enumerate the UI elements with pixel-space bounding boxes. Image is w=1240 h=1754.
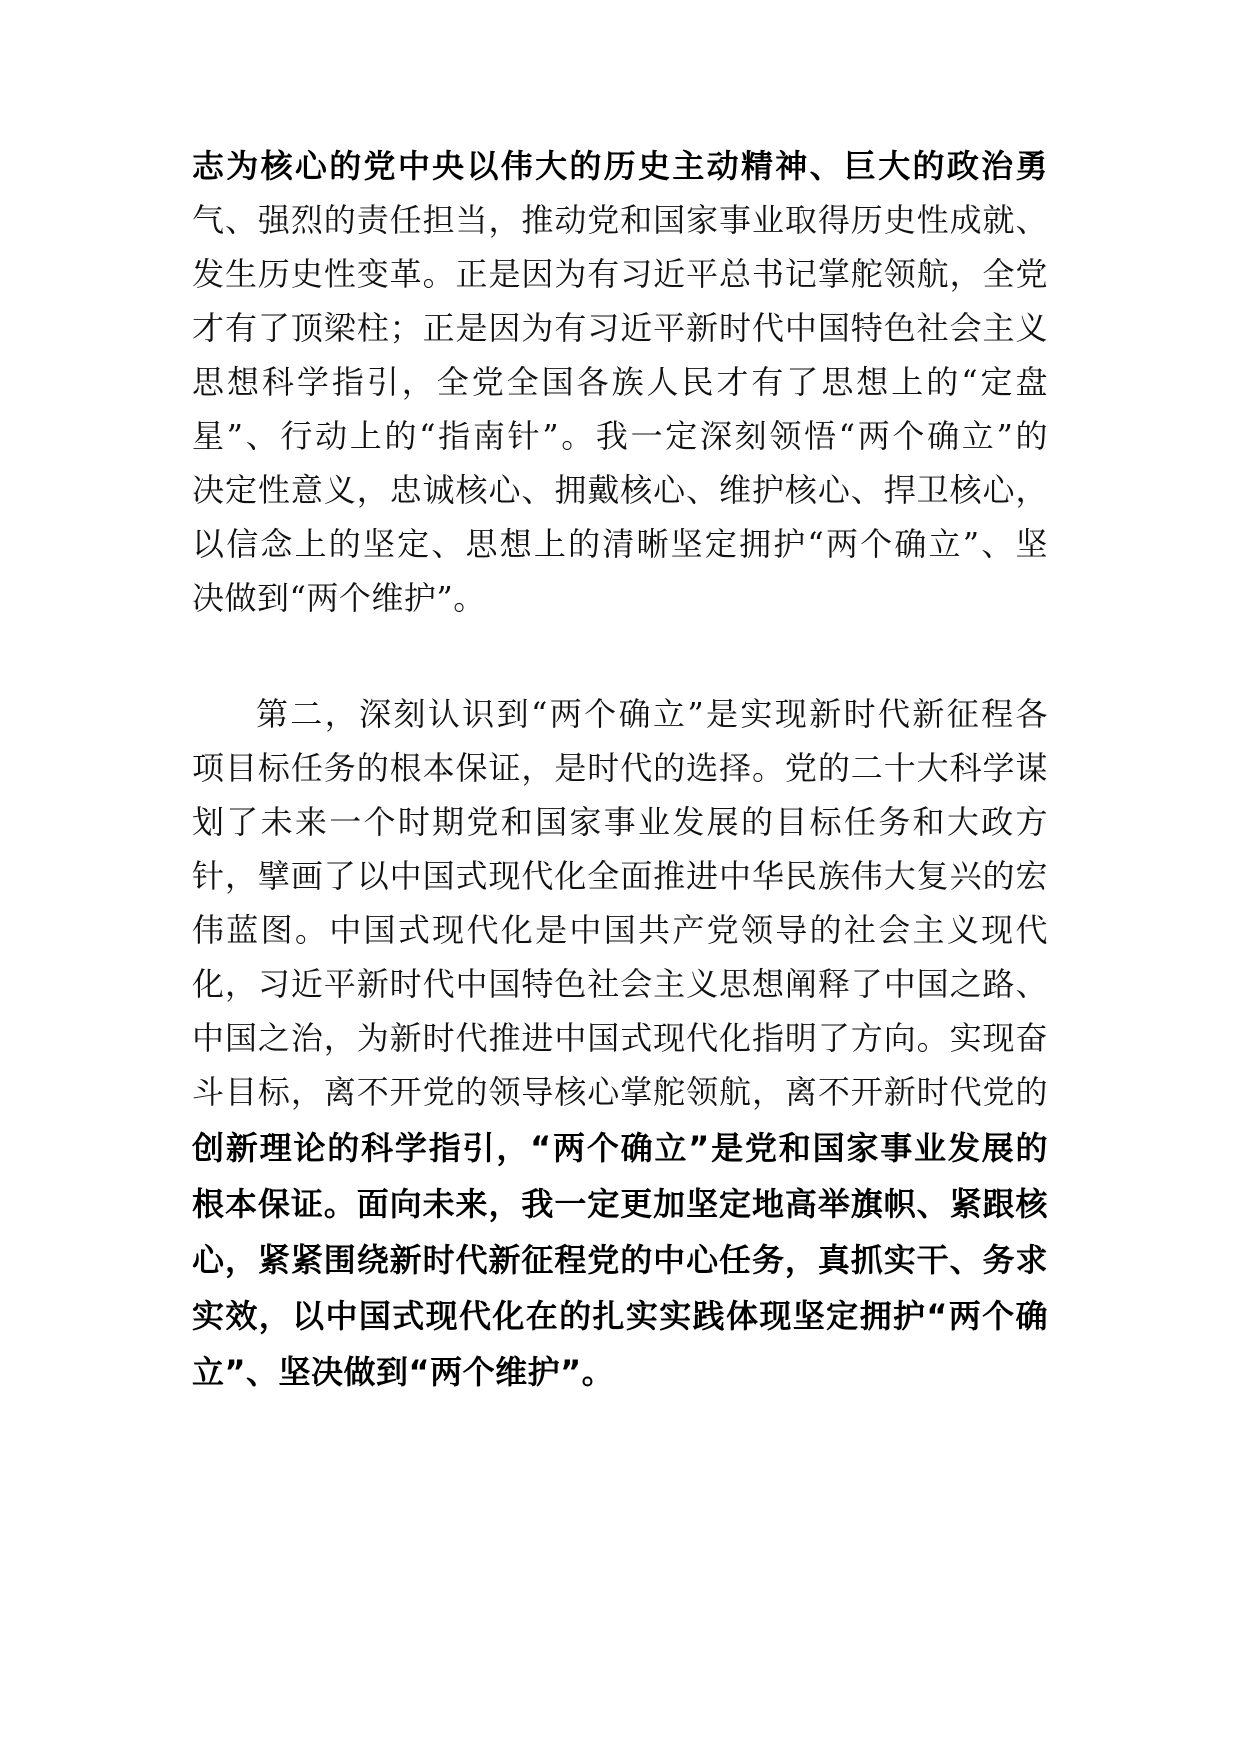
paragraph-2-line-9: 创新理论的科学指引，“两个确立”是党和国家事业发展的 — [192, 1129, 1048, 1167]
paragraph-2-line-8: 斗目标，离不开党的领导核心掌舵领航，离不开新时代党的 — [192, 1073, 1048, 1111]
paragraph-2-line-7: 中国之治，为新时代推进中国式现代化指明了方向。实现奋 — [192, 1019, 1048, 1057]
paragraph-2-line-4: 针，擘画了以中国式现代化全面推进中华民族伟大复兴的宏 — [192, 857, 1048, 895]
paragraph-1-line-2: 气、强烈的责任担当，推动党和国家事业取得历史性成就、 — [192, 201, 1048, 239]
paragraph-2-line-3: 划了未来一个时期党和国家事业发展的目标任务和大政方 — [192, 803, 1048, 841]
paragraph-1-line-1: 志为核心的党中央以伟大的历史主动精神、巨大的政治勇 — [192, 147, 1048, 185]
paragraph-2-line-6: 化，习近平新时代中国特色社会主义思想阐释了中国之路、 — [192, 965, 1048, 1003]
paragraph-1-line-3: 发生历史性变革。正是因为有习近平总书记掌舵领航，全党 — [192, 255, 1048, 293]
paragraph-1-line-4: 才有了顶梁柱；正是因为有习近平新时代中国特色社会主义 — [192, 309, 1048, 347]
paragraph-1-line-7: 决定性意义，忠诚核心、拥戴核心、维护核心、捍卫核心， — [192, 471, 1048, 509]
paragraph-2-line-10: 根本保证。面向未来，我一定更加坚定地高举旗帜、紧跟核 — [192, 1185, 1048, 1223]
paragraph-2-line-1: 第二，深刻认识到“两个确立”是实现新时代新征程各 — [256, 695, 1048, 733]
paragraph-2-line-5: 伟蓝图。中国式现代化是中国共产党领导的社会主义现代 — [192, 911, 1048, 949]
paragraph-1-line-5: 思想科学指引，全党全国各族人民才有了思想上的“定盘 — [192, 363, 1048, 401]
paragraph-2-line-11: 心，紧紧围绕新时代新征程党的中心任务，真抓实干、务求 — [192, 1241, 1048, 1279]
paragraph-1-line-8: 以信念上的坚定、思想上的清晰坚定拥护“两个确立”、坚 — [192, 525, 1048, 563]
paragraph-2-line-2: 项目标任务的根本保证，是时代的选择。党的二十大科学谋 — [192, 749, 1048, 787]
paragraph-1-line-6: 星”、行动上的“指南针”。我一定深刻领悟“两个确立”的 — [192, 417, 1048, 455]
paragraph-2-line-13: 立”、坚决做到“两个维护”。 — [192, 1353, 615, 1391]
paragraph-2-line-12: 实效，以中国式现代化在的扎实实践体现坚定拥护“两个确 — [192, 1297, 1048, 1335]
paragraph-1-line-9: 决做到“两个维护”。 — [192, 579, 486, 617]
